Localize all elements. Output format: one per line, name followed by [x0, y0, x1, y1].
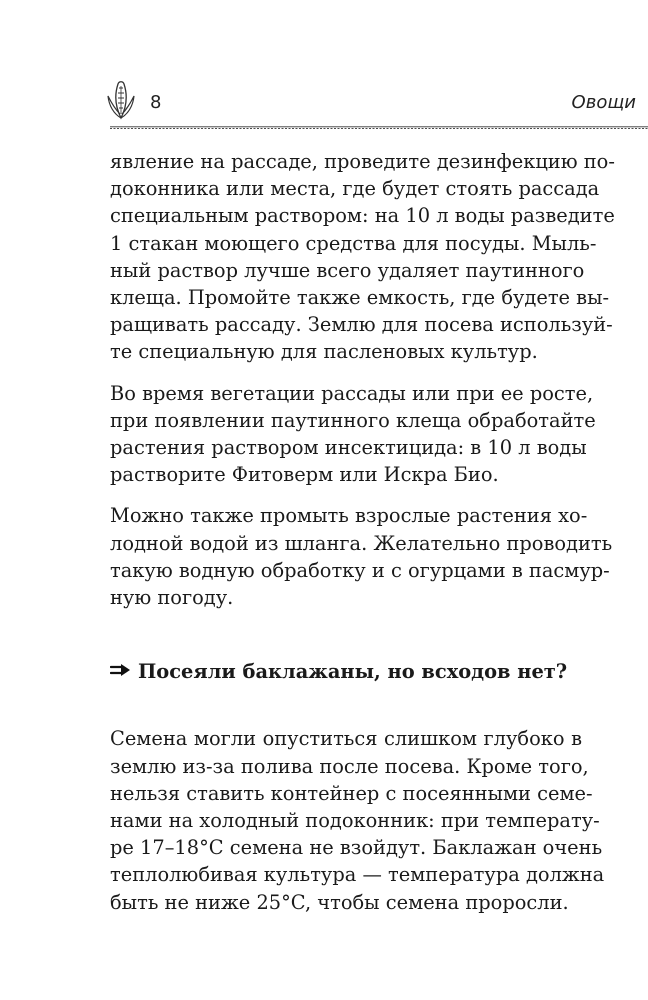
- text-line: ный раствор лучше всего удаляет паутинного: [110, 258, 585, 282]
- paragraph: [110, 148, 615, 366]
- text-line: Можно также промыть взрослые растения хо-: [110, 504, 588, 528]
- text-line: нельзя ставить контейнер с посеянными семе-: [110, 781, 593, 805]
- text-line: ре 17–18°C семена не взойдут. Баклажан очень: [110, 836, 603, 860]
- page-number: 8: [150, 92, 162, 113]
- text-line: ращивать рассаду. Землю для посева используй-: [110, 313, 613, 337]
- section-title: Овощи: [571, 92, 636, 113]
- text-line: нами на холодный подоконник: при температу-: [110, 809, 600, 832]
- text-line: растения раствором инсектицида: в 10 л воды: [110, 436, 587, 460]
- running-header: [0, 0, 648, 140]
- text-line: лодной водой из шланга. Желательно проводить: [110, 531, 613, 555]
- text-line: землю из-за полива после посева. Кроме того,: [110, 754, 589, 778]
- text-line: специальным раствором: на 10 л воды разведите: [110, 204, 615, 228]
- text-line: Во время вегетации рассады или при ее росте,: [110, 381, 594, 405]
- text-line: растворите Фитоверм или Искра Био.: [110, 463, 499, 487]
- text-line: 1 стакан моющего средства для посуды. Мыль-: [110, 231, 597, 255]
- text-line: такую водную обработку и с огурцами в пасмур-: [110, 558, 610, 582]
- paragraph: [110, 725, 605, 915]
- text-line: ную погоду.: [110, 586, 234, 610]
- text-line: быть не ниже 25°C, чтобы семена проросли.: [110, 890, 569, 914]
- question-heading-text: Посеяли баклажаны, но всходов нет?: [138, 660, 568, 683]
- header-divider: [110, 126, 648, 129]
- arrow-icon: [110, 663, 132, 677]
- body-text: [110, 148, 615, 611]
- question-heading: [110, 660, 582, 683]
- text-line: клеща. Промойте также емкость, где будете вы-: [110, 286, 610, 310]
- text-line: те специальную для пасленовых культур.: [110, 340, 538, 364]
- text-line: Семена могли опуститься слишком глубоко в: [110, 727, 582, 751]
- paragraph: [110, 380, 596, 489]
- text-line: доконника или места, где будет стоять рассада: [110, 177, 600, 201]
- text-line: при появлении паутинного клеща обработайте: [110, 408, 596, 432]
- corn-icon: [106, 78, 136, 122]
- text-line: теплолюбивая культура — температура должна: [110, 863, 605, 887]
- paragraph: [110, 502, 613, 611]
- answer-text: [110, 706, 605, 935]
- text-line: явление на рассаде, проведите дезинфекцию по-: [110, 150, 615, 173]
